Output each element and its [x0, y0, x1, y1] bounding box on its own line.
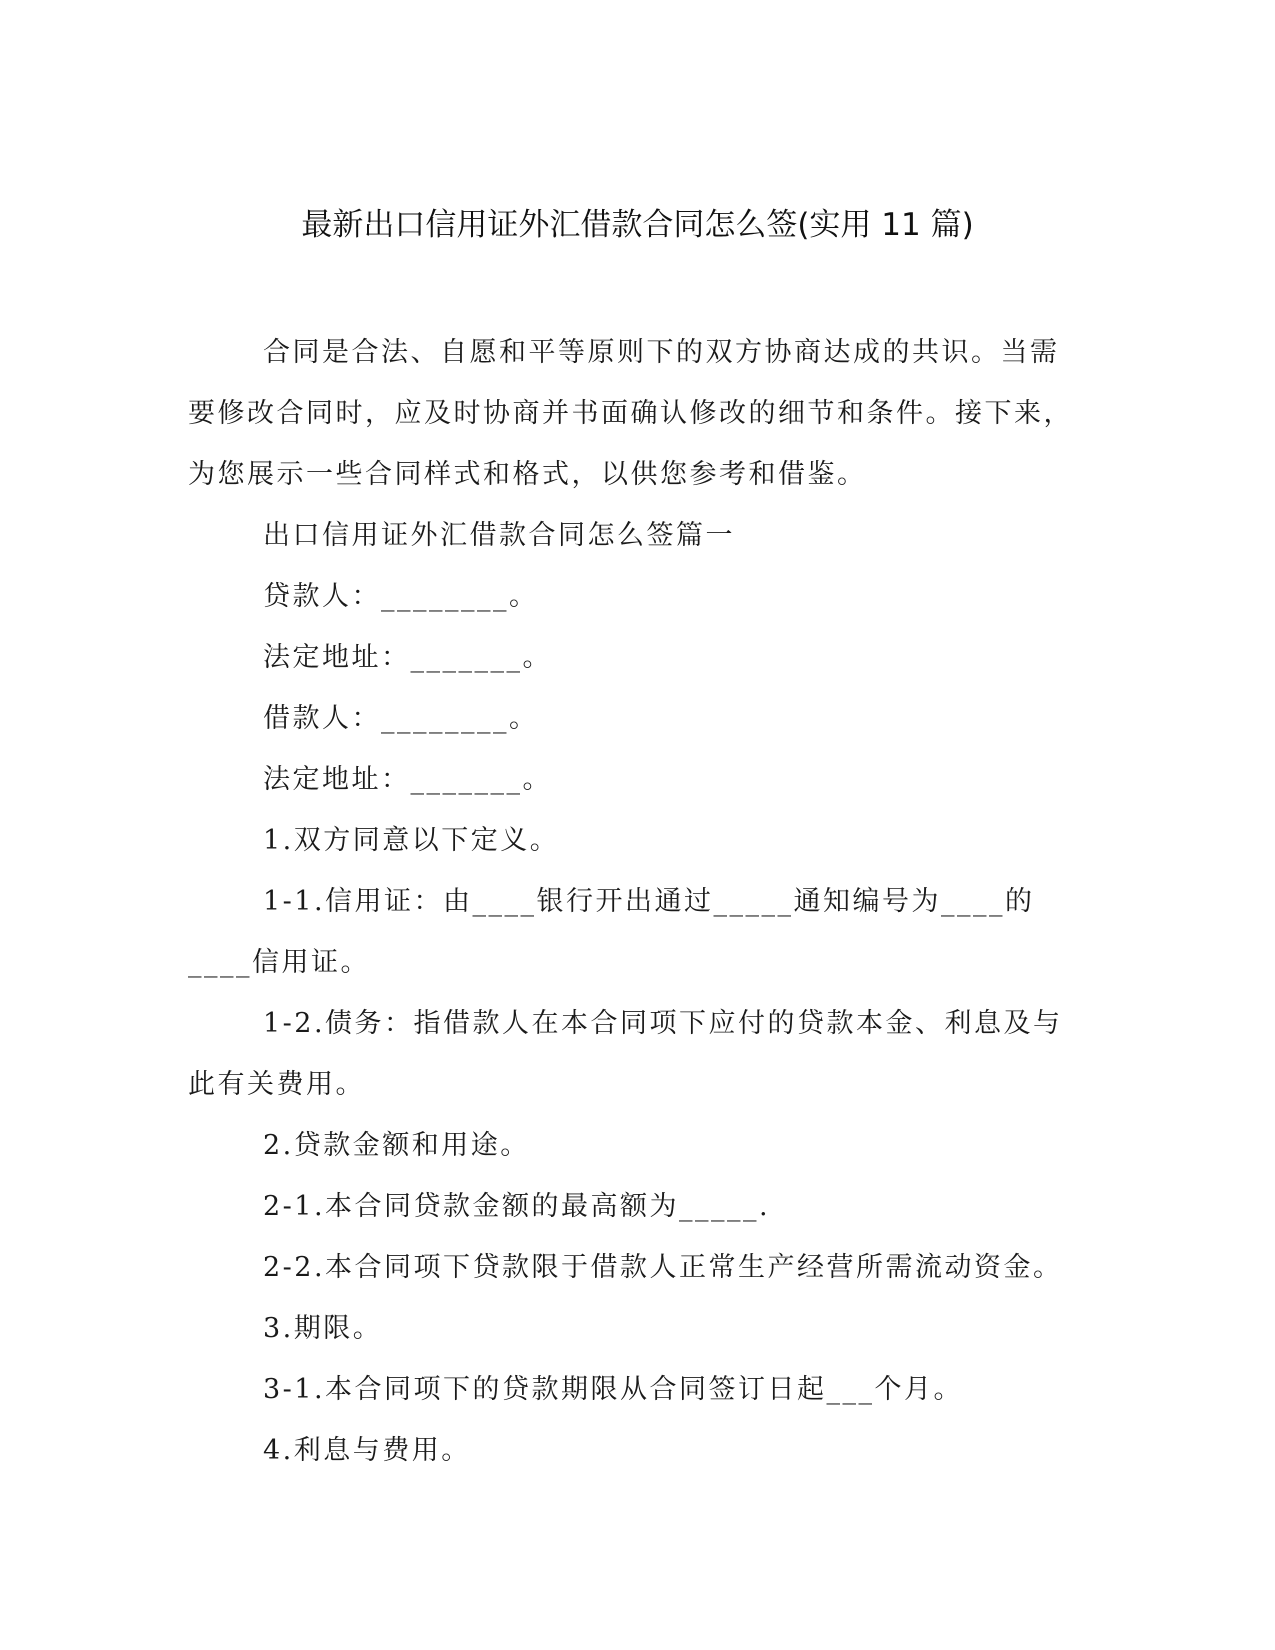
clause-1: 1.双方同意以下定义。: [263, 825, 560, 856]
clause-4: 4.利息与费用。: [263, 1435, 471, 1466]
clause-2-2: 2-2.本合同项下贷款限于借款人正常生产经营所需流动资金。: [263, 1252, 1063, 1283]
document-body: [188, 322, 1078, 1481]
clause-1-1: 1-1.信用证：由____银行开出通过_____通知编号为____的____信用证。: [188, 886, 1035, 978]
intro-paragraph: 合同是合法、自愿和平等原则下的双方协商达成的共识。当需要修改合同时，应及时协商并书面确认修改的细节和条件。接下来，为您展示一些合同样式和格式，以供您参考和借鉴。: [188, 337, 1073, 490]
document-title: 最新出口信用证外汇借款合同怎么签(实用 11 篇): [301, 207, 974, 243]
lender-address-line: 法定地址：_______。: [263, 642, 552, 673]
clause-3: 3.期限。: [263, 1313, 383, 1344]
clause-2: 2.贷款金额和用途。: [263, 1130, 530, 1161]
clause-1-2: 1-2.债务：指借款人在本合同项下应付的贷款本金、利息及与此有关费用。: [188, 1008, 1063, 1100]
section-heading: 出口信用证外汇借款合同怎么签篇一: [263, 520, 735, 551]
borrower-line: 借款人：________。: [263, 703, 539, 734]
clause-2-1: 2-1.本合同贷款金额的最高额为_____.: [263, 1191, 771, 1222]
clause-3-1: 3-1.本合同项下的贷款期限从合同签订日起___个月。: [263, 1374, 964, 1405]
borrower-address-line: 法定地址：_______。: [263, 764, 552, 795]
lender-line: 贷款人：________。: [263, 581, 539, 612]
